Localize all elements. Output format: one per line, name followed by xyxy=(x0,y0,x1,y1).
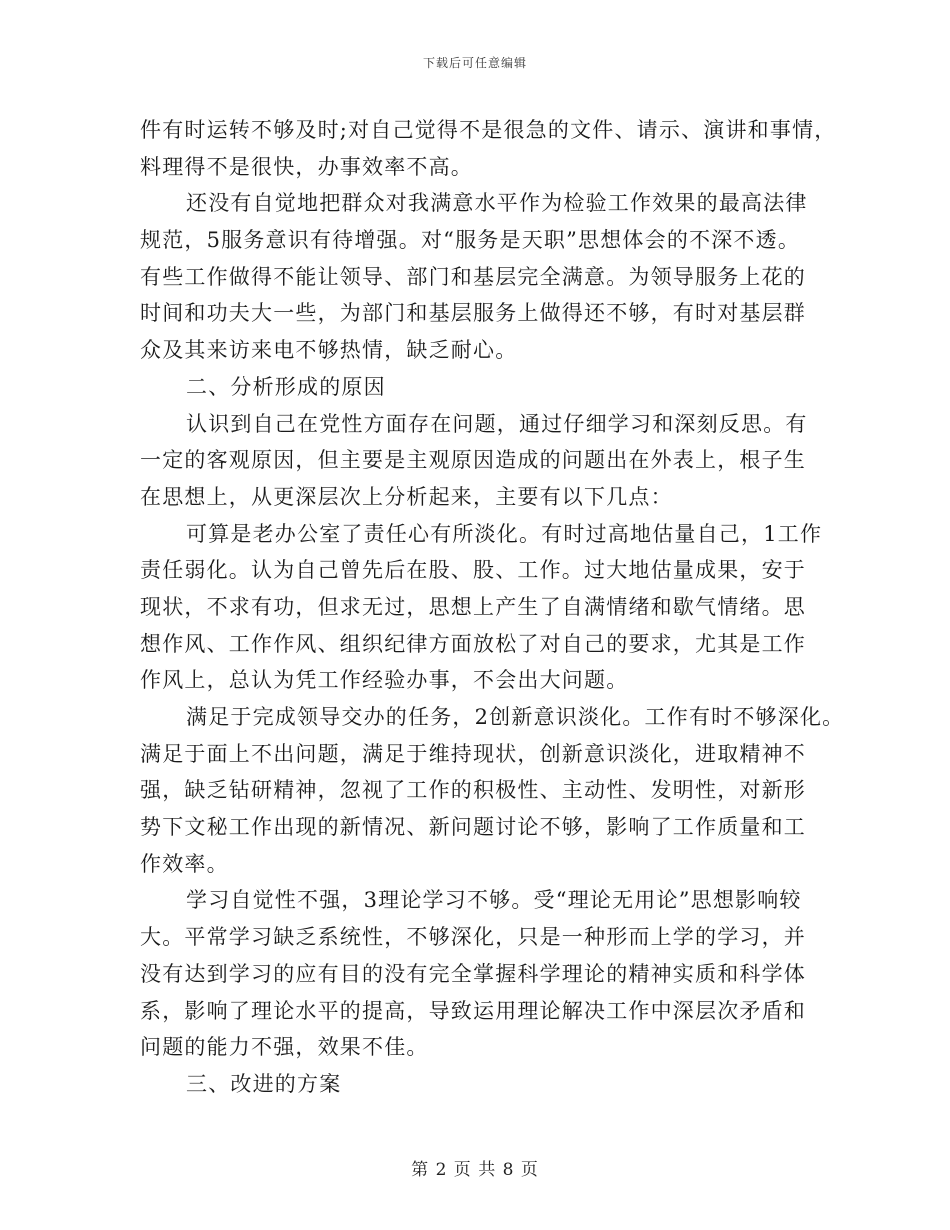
paragraph-start-line: 还没有自觉地把群众对我满意水平作为检验工作效果的最高法律 xyxy=(186,191,808,216)
section-heading: 二、分析形成的原因 xyxy=(186,374,386,399)
body-line: 想作风、工作作风、组织纪律方面放松了对自己的要求，尤其是工作 xyxy=(140,631,806,656)
body-line: 势下文秘工作出现的新情况、新问题讨论不够，影响了工作质量和工 xyxy=(140,815,806,840)
section-heading: 三、改进的方案 xyxy=(186,1071,342,1096)
body-line: 没有达到学习的应有目的没有完全掌握科学理论的精神实质和科学体 xyxy=(140,961,806,986)
body-line: 问题的能力不强，效果不佳。 xyxy=(140,1035,429,1060)
body-line: 时间和功夫大一些，为部门和基层服务上做得还不够，有时对基层群 xyxy=(140,301,806,326)
body-line: 责任弱化。认为自己曾先后在股、股、工作。过大地估量成果，安于 xyxy=(140,558,806,583)
page-header: 下载后可任意编辑 xyxy=(422,56,527,70)
body-line: 大。平常学习缺乏系统性，不够深化，只是一种形而上学的学习，并 xyxy=(140,925,806,950)
body-line: 一定的客观原因，但主要是主观原因造成的问题出在外表上，根子生 xyxy=(140,448,806,473)
paragraph-start-line: 认识到自己在党性方面存在问题，通过仔细学习和深刻反思。有 xyxy=(186,411,808,436)
body-line: 作风上，总认为凭工作经验办事，不会出大问题。 xyxy=(140,668,629,693)
page-number-footer: 第 2 页 共 8 页 xyxy=(411,1160,539,1180)
body-line: 料理得不是很快，办事效率不高。 xyxy=(140,154,473,179)
body-line: 规范，5服务意识有待增强。对“服务是天职”思想体会的不深不透。 xyxy=(140,228,801,253)
body-line: 有些工作做得不能让领导、部门和基层完全满意。为领导服务上花的 xyxy=(140,264,806,289)
body-line: 众及其来访来电不够热情，缺乏耐心。 xyxy=(140,338,518,363)
body-line: 作效率。 xyxy=(140,851,229,876)
paragraph-start-line: 满足于完成领导交办的任务，2创新意识淡化。工作有时不够深化。 xyxy=(186,705,845,729)
body-line: 强，缺乏钻研精神，忽视了工作的积极性、主动性、发明性，对新形 xyxy=(140,778,806,803)
body-line: 现状，不求有功，但求无过，思想上产生了自满情绪和歇气情绪。思 xyxy=(140,594,806,619)
document-body xyxy=(140,112,845,1103)
body-line: 满足于面上不出问题，满足于维持现状，创新意识淡化，进取精神不 xyxy=(140,741,806,766)
paragraph-start-line: 可算是老办公室了责任心有所淡化。有时过高地估量自己，1工作 xyxy=(186,521,823,546)
paragraph-start-line: 学习自觉性不强，3理论学习不够。受“理论无用论”思想影响较 xyxy=(186,888,802,913)
body-line: 在思想上，从更深层次上分析起来，主要有以下几点： xyxy=(140,484,673,509)
body-line: 件有时运转不够及时;对自己觉得不是很急的文件、请示、演讲和事情， xyxy=(140,118,837,142)
body-line: 系，影响了理论水平的提高，导致运用理论解决工作中深层次矛盾和 xyxy=(140,998,806,1023)
